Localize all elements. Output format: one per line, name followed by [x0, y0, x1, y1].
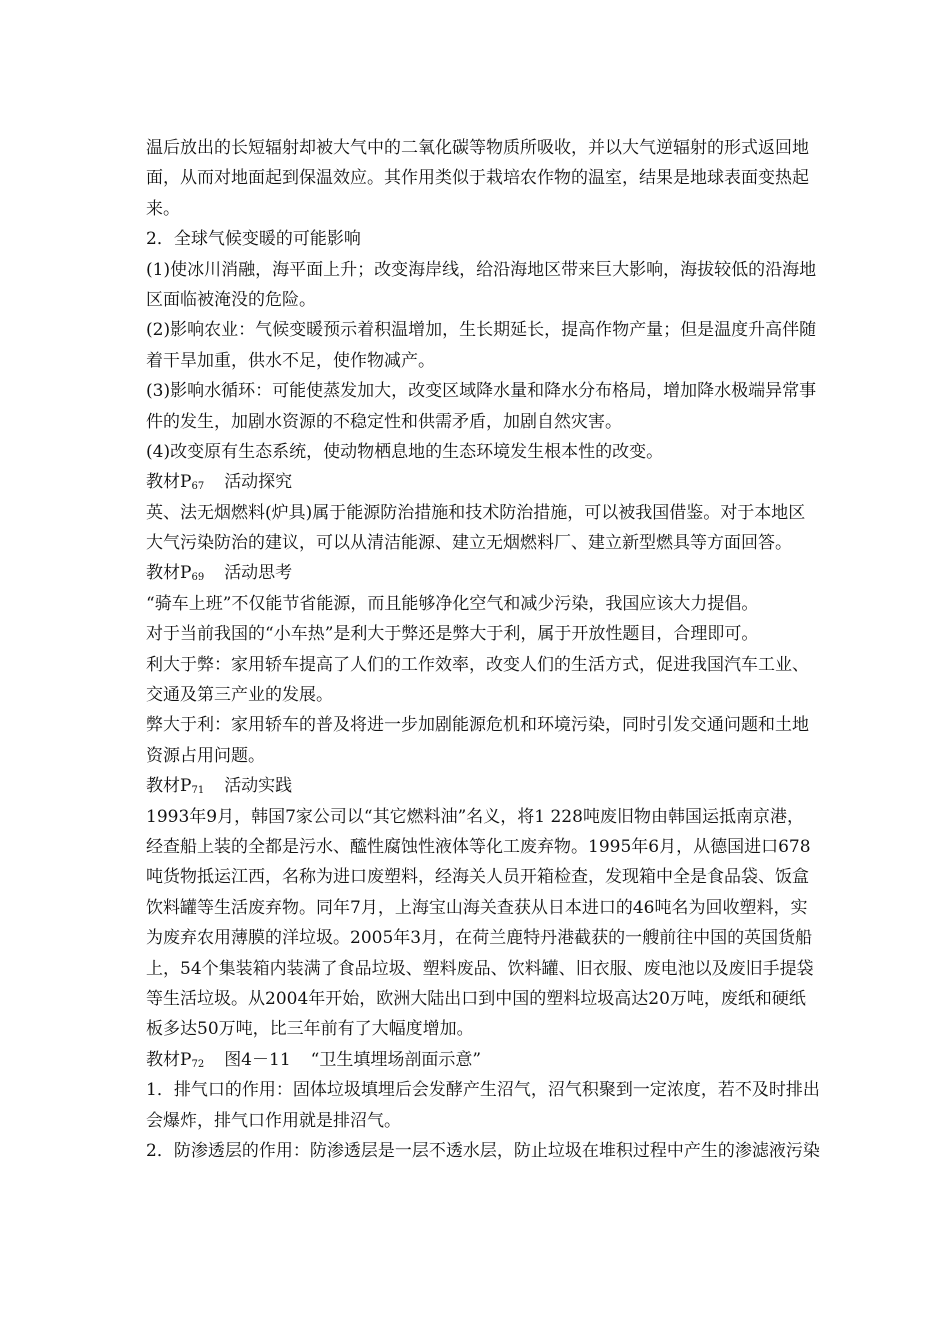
- page-subscript: 71: [191, 785, 205, 797]
- heading-title: 活动实践: [224, 776, 293, 797]
- body-line: 板多达50万吨，比三年前有了大幅度增加。: [146, 1019, 474, 1040]
- textbook-heading: [146, 771, 818, 801]
- body-line: 经查船上装的全都是污水、醯性腐蚀性液体等化工废弃物。1995年6月，从德国进口678: [146, 836, 811, 857]
- body-line: 大气污染防治的建议，可以从清洁能源、建立无烟燃料厂、建立新型燃具等方面回答。: [146, 533, 792, 554]
- body-line: (2)影响农业：气候变暖预示着积温增加，生长期延长，提高作物产量；但是温度升高伴随: [146, 320, 817, 341]
- body-line: 弊大于利：家用轿车的普及将进一步加剧能源危机和环境污染，同时引发交通问题和土地: [146, 715, 809, 736]
- textbook-heading: [146, 1045, 818, 1075]
- body-line: 件的发生，加剧水资源的不稳定性和供需矛盾，加剧自然灾害。: [146, 411, 622, 432]
- body-line: 等生活垃圾。从2004年开始，欧洲大陆出口到中国的塑料垃圾高达20万吨，废纸和硬纸: [146, 988, 806, 1009]
- document-body: [146, 133, 818, 1166]
- heading-prefix: 教材P: [146, 472, 192, 493]
- body-line: 会爆炸，排气口作用就是排沼气。: [146, 1110, 401, 1131]
- body-line: 饮料罐等生活废弃物。同年7月，上海宝山海关查获从日本进口的46吨名为回收塑料，实: [146, 897, 808, 918]
- body-line: 面，从而对地面起到保温效应。其作用类似于栽培农作物的温室，结果是地球表面变热起: [146, 168, 809, 189]
- figure-title: “卫生填埋场剖面示意”: [310, 1049, 482, 1070]
- body-line: “骑车上班”不仅能节省能源，而且能够净化空气和减少污染，我国应该大力提倡。: [146, 593, 759, 614]
- body-line: 区面临被淹没的危险。: [146, 289, 316, 310]
- heading-title: 活动探究: [224, 472, 293, 493]
- heading-prefix: 教材P: [146, 1049, 192, 1070]
- body-line: 英、法无烟燃料(炉具)属于能源防治措施和技术防治措施，可以被我国借鉴。对于本地区: [146, 502, 806, 523]
- body-line: 来。: [146, 198, 180, 219]
- heading-title: 活动思考: [224, 563, 293, 584]
- body-line: (4)改变原有生态系统，使动物栖息地的生态环境发生根本性的改变。: [146, 441, 664, 462]
- body-line: 温后放出的长短辐射却被大气中的二氧化碳等物质所吸收，并以大气逆辐射的形式返回地: [146, 138, 809, 158]
- body-line: (3)影响水循环：可能使蒸发加大，改变区域降水量和降水分布格局，增加降水极端异常事: [146, 381, 817, 402]
- body-line: 吨货物抵运江西，名称为进口废塑料，经海关人员开箱检查，发现箱中全是食品袋、饭盒: [146, 867, 809, 888]
- body-line: 1．排气口的作用：固体垃圾填埋后会发酵产生沼气，沼气积聚到一定浓度，若不及时排出: [146, 1080, 820, 1101]
- body-line: 利大于弊：家用轿车提高了人们的工作效率，改变人们的生活方式，促进我国汽车工业、: [146, 654, 809, 675]
- heading-prefix: 教材P: [146, 776, 192, 797]
- body-line: 交通及第三产业的发展。: [146, 685, 333, 706]
- body-line: 为废弃农用薄膜的洋垃圾。2005年3月，在荷兰鹿特丹港截获的一艘前往中国的英国货船: [146, 928, 813, 949]
- textbook-heading: [146, 558, 818, 588]
- body-line: 2．防渗透层的作用：防渗透层是一层不透水层，防止垃圾在堆积过程中产生的渗滤液污染: [146, 1140, 820, 1161]
- body-line: 对于当前我国的“小车热”是利大于弊还是弊大于利，属于开放性题目，合理即可。: [146, 624, 759, 645]
- body-line: (1)使冰川消融，海平面上升；改变海岸线，给沿海地区带来巨大影响，海拔较低的沿海地: [146, 259, 817, 280]
- textbook-heading: [146, 467, 818, 497]
- body-line: 资源占用问题。: [146, 745, 265, 766]
- body-line: 上，54个集装箱内装满了食品垃圾、塑料废品、饮料罐、旧衣服、废电池以及废旧手提袋: [146, 958, 814, 979]
- page-subscript: 67: [191, 481, 205, 493]
- figure-label: 图4－11: [224, 1049, 291, 1070]
- section-heading: 2．全球气候变暖的可能影响: [146, 229, 361, 250]
- body-line: 1993年9月，韩国7家公司以“其它燃料油”名义，将1 228吨废旧物由韩国运抵南京港，: [146, 806, 804, 827]
- heading-prefix: 教材P: [146, 563, 192, 584]
- page-subscript: 72: [191, 1058, 205, 1070]
- page-subscript: 69: [191, 572, 205, 584]
- body-line: 着干旱加重，供水不足，使作物减产。: [146, 350, 435, 371]
